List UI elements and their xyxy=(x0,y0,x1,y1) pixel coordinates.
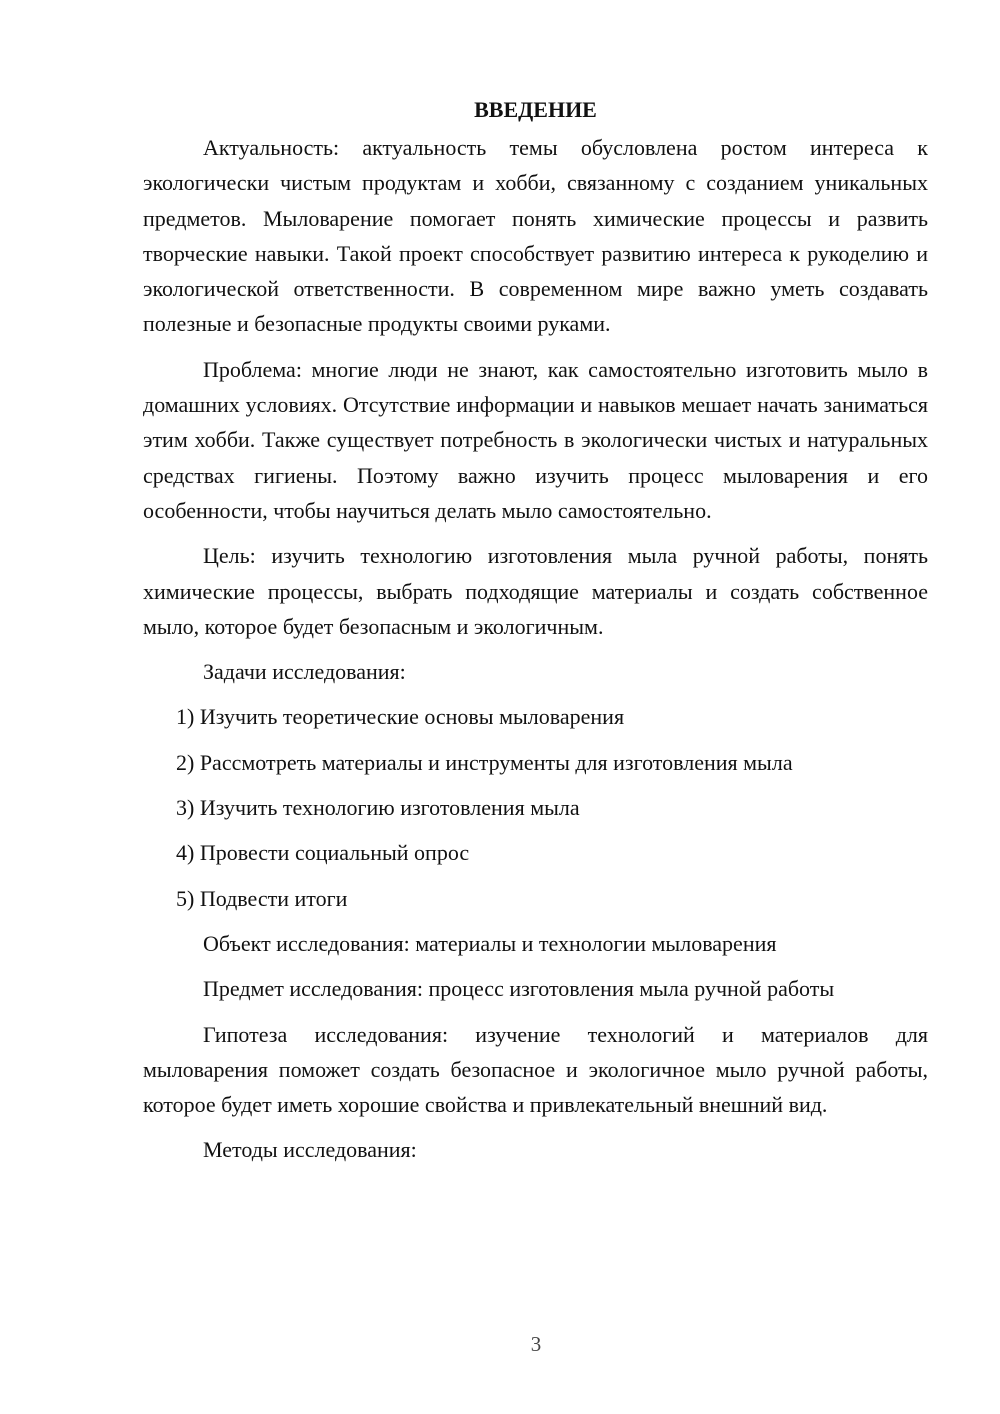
tasks-list xyxy=(143,699,928,915)
relevance-paragraph: Актуальность: актуальность темы обусловлена ростом интереса к экологически чистым продуктам и хобби, связанному с созданием уникальных предметов. Мыловарение помогает понять химические процессы и развить творческие навыки. Такой проект способствует развитию интереса к рукоделию и экологической ответственности. В современном мире важно уметь создавать полезные и безопасные продукты своими руками. xyxy=(143,135,928,337)
task-item: 5) Подвести итоги xyxy=(176,885,348,911)
methods-heading: Методы исследования: xyxy=(203,1137,417,1163)
research-object: Объект исследования: материалы и технологии мыловарения xyxy=(203,930,777,956)
task-item: 1) Изучить теоретические основы мыловарения xyxy=(176,704,625,730)
hypothesis-paragraph: Гипотеза исследования: изучение технологий и материалов для мыловарения поможет создать безопасное и экологичное мыло ручной работы, которое будет иметь хорошие свойства и привлекательный внешний вид. xyxy=(143,1021,928,1118)
research-subject: Предмет исследования: процесс изготовления мыла ручной работы xyxy=(203,976,835,1002)
tasks-intro: Задачи исследования: xyxy=(203,659,406,685)
section-heading: ВВЕДЕНИЕ xyxy=(474,97,597,122)
task-item: 2) Рассмотреть материалы и инструменты для изготовления мыла xyxy=(176,749,793,775)
task-item: 4) Провести социальный опрос xyxy=(176,840,470,866)
page-number: 3 xyxy=(530,1332,542,1356)
task-item: 3) Изучить технологию изготовления мыла xyxy=(176,795,580,821)
goal-paragraph: Цель: изучить технологию изготовления мыла ручной работы, понять химические процессы, выбрать подходящие материалы и создать собственное мыло, которое будет безопасным и экологичным. xyxy=(143,543,928,639)
page-content xyxy=(143,92,928,1178)
problem-paragraph: Проблема: многие люди не знают, как самостоятельно изготовить мыло в домашних условиях. Отсутствие информации и навыков мешает начать заниматься этим хобби. Также существует потребность в экологически чистых и натуральных средствах гигиены. Поэтому важно изучить процесс мыловарения и его особенности, чтобы научиться делать мыло самостоятельно. xyxy=(143,356,928,523)
